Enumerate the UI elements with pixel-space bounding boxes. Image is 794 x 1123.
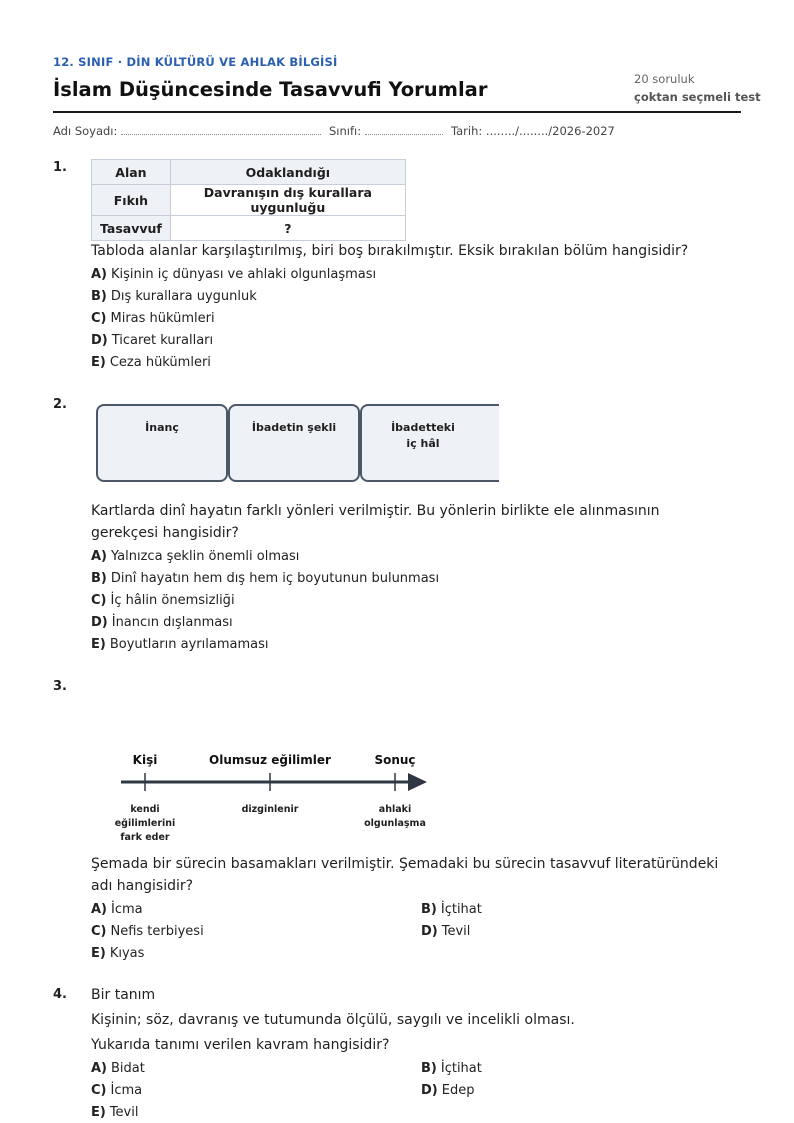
definition-text: Kişinin; söz, davranış ve tutumunda ölçülü, saygılı ve incelikli olması.: [91, 1012, 575, 1028]
answer-option[interactable]: E) Ceza hükümleri: [91, 355, 211, 370]
table-cell: ?: [170, 216, 405, 241]
page-title: İslam Düşüncesinde Tasavvufi Yorumlar: [53, 78, 488, 101]
comparison-table: [91, 159, 406, 241]
answer-option[interactable]: D) İnancın dışlanması: [91, 615, 233, 630]
date-value: ......../......../2026-2027: [485, 124, 615, 138]
step-label: Kişi: [132, 753, 158, 767]
answer-option[interactable]: B) İçtihat: [421, 1061, 482, 1076]
step-description: ahlaki olgunlaşma: [364, 804, 426, 829]
test-type: çoktan seçmeli test: [634, 90, 761, 104]
answer-option[interactable]: A) Kişinin iç dünyası ve ahlaki olgunlaşması: [91, 267, 377, 282]
table-header-cell: Alan: [92, 160, 171, 185]
answer-option[interactable]: C) Miras hükümleri: [91, 311, 215, 326]
step-description: kendi eğilimlerini fark eder: [114, 804, 176, 843]
table-cell: Tasavvuf: [92, 216, 171, 241]
name-blank[interactable]: [121, 124, 321, 135]
table-header-cell: Odaklandığı: [170, 160, 405, 185]
answer-option[interactable]: B) Dinî hayatın hem dış hem iç boyutunun bulunması: [91, 571, 440, 586]
step-label: Olumsuz eğilimler: [209, 753, 331, 767]
concept-card: İnanç: [96, 404, 228, 482]
name-field[interactable]: [53, 124, 321, 138]
question-number: 2.: [53, 397, 67, 412]
answer-option[interactable]: B) Dış kurallara uygunluk: [91, 289, 257, 304]
question-count: 20 soruluk: [634, 72, 695, 86]
answer-option[interactable]: C) Nefis terbiyesi: [91, 924, 204, 939]
question-number: 3.: [53, 679, 67, 694]
answer-option[interactable]: A) Bidat: [91, 1061, 145, 1076]
answer-option[interactable]: C) İç hâlin önemsizliği: [91, 593, 235, 608]
step-description: dizginlenir: [241, 804, 299, 815]
answer-option[interactable]: E) Boyutların ayrılamaması: [91, 637, 269, 652]
concept-card: İbadetin şekli: [228, 404, 360, 482]
answer-option[interactable]: A) Yalnızca şeklin önemli olması: [91, 549, 300, 564]
date-field: [451, 124, 615, 138]
concept-cards: [96, 404, 499, 484]
answer-option[interactable]: E) Kıyas: [91, 946, 145, 961]
answer-option[interactable]: A) İcma: [91, 902, 143, 917]
answer-option[interactable]: D) Ticaret kuralları: [91, 333, 214, 348]
answer-option[interactable]: D) Edep: [421, 1083, 475, 1098]
concept-card: İbadetteki iç hâl: [360, 404, 499, 482]
question-stem: Şemada bir sürecin basamakları verilmiştir. Şemadaki bu sürecin tasavvuf literatüründeki adı hangisidir?: [91, 856, 719, 894]
class-label: Sınıfı:: [329, 124, 362, 138]
answer-option[interactable]: E) Tevil: [91, 1105, 139, 1120]
question-stem: Yukarıda tanımı verilen kavram hangisidir?: [91, 1037, 390, 1053]
subject-label: 12. SINIF · DİN KÜLTÜRÜ VE AHLAK BİLGİSİ: [53, 55, 338, 69]
arrow-head-icon: [408, 773, 427, 791]
answer-option[interactable]: D) Tevil: [421, 924, 471, 939]
question-number: 4.: [53, 987, 67, 1002]
header-divider: [53, 111, 741, 113]
name-label: Adı Soyadı:: [53, 124, 118, 138]
table-cell: Davranışın dış kurallara uygunluğu: [170, 185, 405, 216]
date-label: Tarih:: [451, 124, 483, 138]
answer-option[interactable]: B) İçtihat: [421, 902, 482, 917]
question-intro: Bir tanım: [91, 987, 156, 1003]
question-stem: Tabloda alanlar karşılaştırılmış, biri boş bırakılmıştır. Eksik bırakılan bölüm hangisidir?: [91, 243, 689, 259]
answer-option[interactable]: C) İcma: [91, 1083, 143, 1098]
step-label: Sonuç: [374, 753, 416, 767]
table-cell: Fıkıh: [92, 185, 171, 216]
question-number: 1.: [53, 160, 67, 175]
question-stem: Kartlarda dinî hayatın farklı yönleri verilmiştir. Bu yönlerin birlikte ele alınmasının gerekçesi hangisidir?: [91, 503, 660, 541]
class-blank[interactable]: [365, 124, 443, 135]
class-field[interactable]: [329, 124, 443, 138]
